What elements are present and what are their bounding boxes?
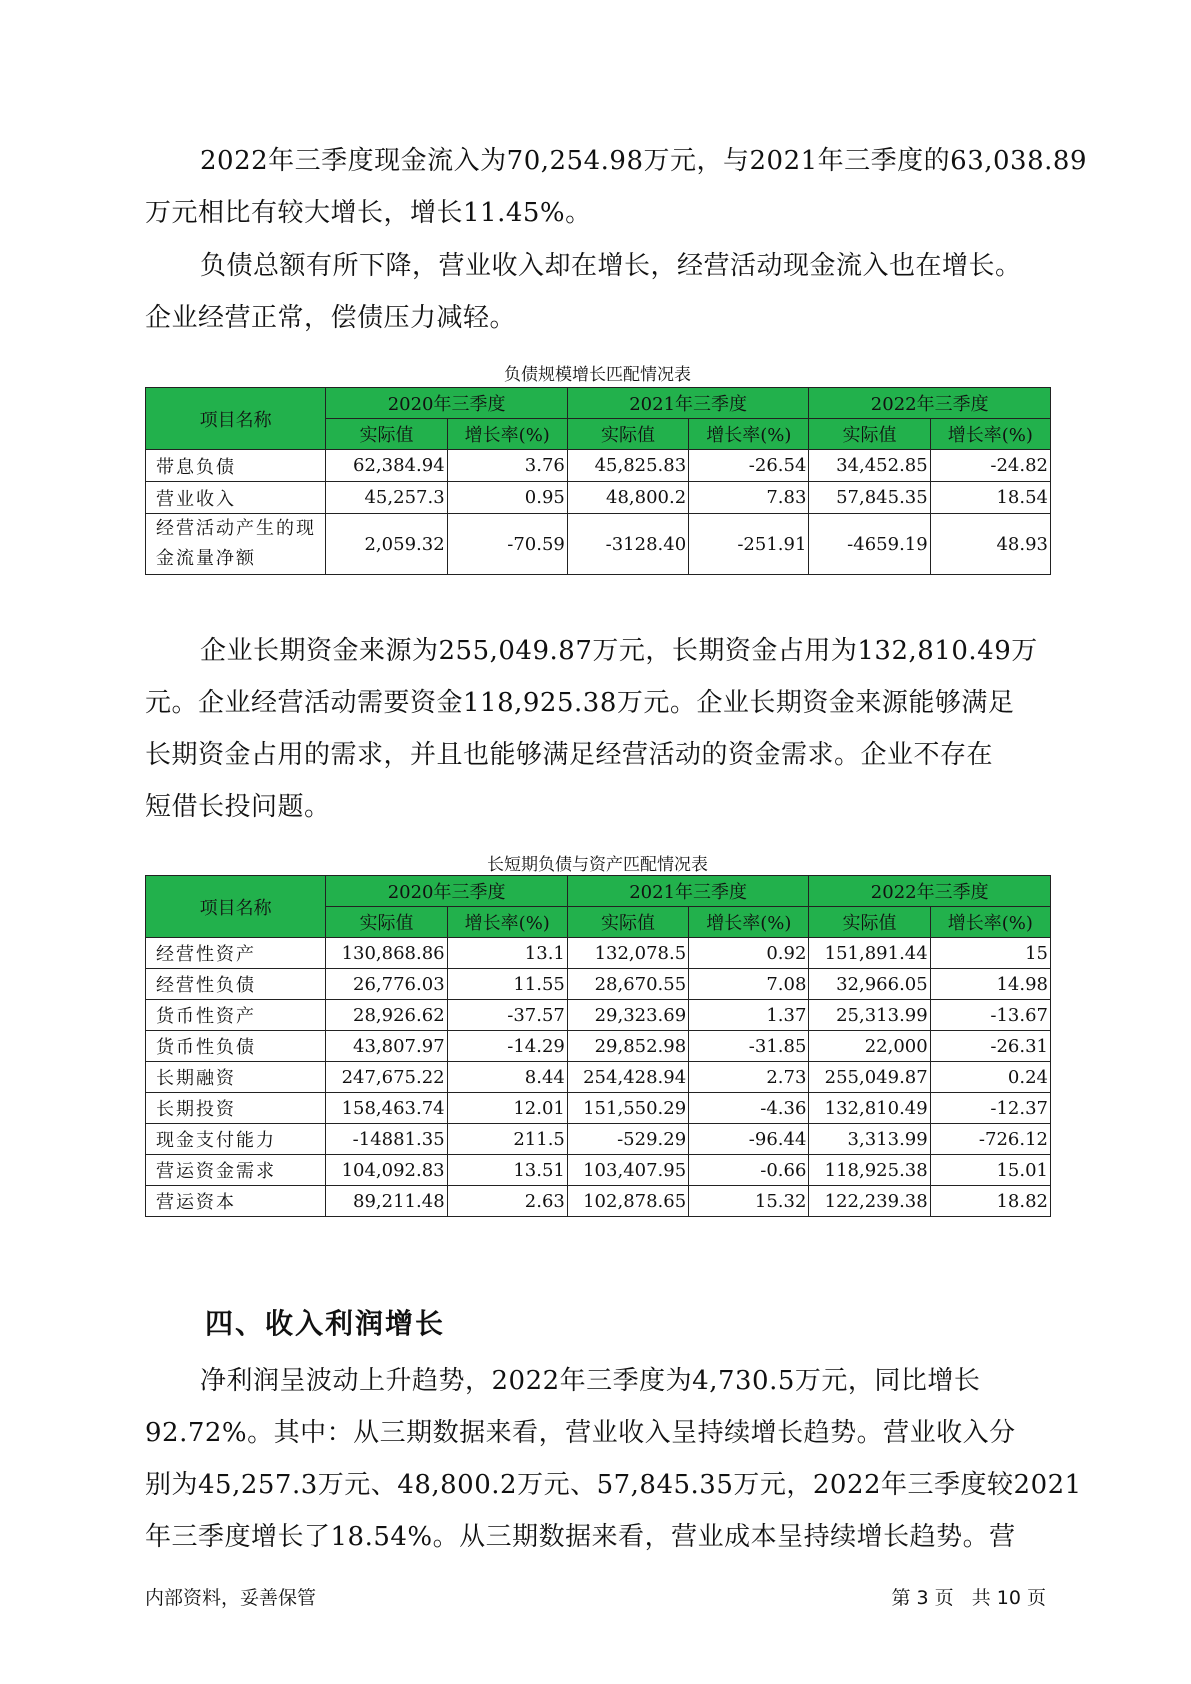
cell-value: -12.37 bbox=[930, 1093, 1050, 1124]
cell-value: 2,059.32 bbox=[326, 514, 447, 575]
row-label: 长期融资 bbox=[146, 1062, 326, 1093]
row-label: 营运资金需求 bbox=[146, 1155, 326, 1186]
debt-scale-table bbox=[145, 387, 1051, 575]
paragraph-line: 企业经营正常，偿债压力减轻。 bbox=[145, 303, 517, 333]
paragraph-debt-summary bbox=[145, 240, 1050, 344]
table-row bbox=[146, 1000, 1051, 1031]
cell-value: 89,211.48 bbox=[326, 1186, 447, 1217]
paragraph-line: 年三季度增长了18.54%。从三期数据来看，营业成本呈持续增长趋势。营 bbox=[145, 1522, 1016, 1552]
cell-value: 28,926.62 bbox=[326, 1000, 447, 1031]
cell-value: -4.36 bbox=[689, 1093, 809, 1124]
table-row bbox=[146, 1155, 1051, 1186]
header-growth: 增长率(%) bbox=[689, 419, 809, 450]
paragraph-line: 2022年三季度现金流入为70,254.98万元，与2021年三季度的63,038.89 bbox=[200, 146, 1087, 176]
header-actual: 实际值 bbox=[326, 907, 447, 938]
cell-value: 45,825.83 bbox=[567, 450, 688, 482]
header-actual: 实际值 bbox=[326, 419, 447, 450]
header-period: 2020年三季度 bbox=[326, 876, 568, 907]
header-item-name: 项目名称 bbox=[146, 876, 326, 938]
paragraph-line: 企业长期资金来源为255,049.87万元，长期资金占用为132,810.49万 bbox=[200, 636, 1038, 666]
paragraph-line: 负债总额有所下降，营业收入却在增长，经营活动现金流入也在增长。 bbox=[200, 251, 1022, 281]
cell-value: 12.01 bbox=[447, 1093, 567, 1124]
cell-value: 15.01 bbox=[930, 1155, 1050, 1186]
paragraph-income-profit bbox=[145, 1355, 1082, 1563]
cell-value: 29,852.98 bbox=[567, 1031, 688, 1062]
cell-value: 151,891.44 bbox=[809, 938, 930, 969]
cell-value: 132,810.49 bbox=[809, 1093, 930, 1124]
cell-value: 102,878.65 bbox=[567, 1186, 688, 1217]
cell-value: -37.57 bbox=[447, 1000, 567, 1031]
cell-value: 48,800.2 bbox=[567, 482, 688, 514]
cell-value: 3.76 bbox=[447, 450, 567, 482]
table1-caption: 负债规模增长匹配情况表 bbox=[504, 365, 691, 385]
cell-value: -26.54 bbox=[689, 450, 809, 482]
header-actual: 实际值 bbox=[567, 419, 688, 450]
table-row bbox=[146, 450, 1051, 482]
paragraph-line: 92.72%。其中：从三期数据来看，营业收入呈持续增长趋势。营业收入分 bbox=[145, 1418, 1016, 1448]
section-heading: 四、收入利润增长 bbox=[205, 1307, 446, 1340]
paragraph-line: 元。企业经营活动需要资金118,925.38万元。企业长期资金来源能够满足 bbox=[145, 688, 1015, 718]
cell-value: 247,675.22 bbox=[326, 1062, 447, 1093]
row-label: 营运资本 bbox=[146, 1186, 326, 1217]
cell-value: -14.29 bbox=[447, 1031, 567, 1062]
cell-value: 18.82 bbox=[930, 1186, 1050, 1217]
header-period: 2021年三季度 bbox=[567, 876, 809, 907]
paragraph-cash-inflow bbox=[145, 135, 1087, 239]
row-label: 经营性负债 bbox=[146, 969, 326, 1000]
footer-confidential: 内部资料，妥善保管 bbox=[145, 1587, 317, 1609]
row-label: 长期投资 bbox=[146, 1093, 326, 1124]
table-row bbox=[146, 482, 1051, 514]
paragraph-line: 别为45,257.3万元、48,800.2万元、57,845.35万元，2022年三季度较2021 bbox=[145, 1470, 1082, 1500]
table-row bbox=[146, 969, 1051, 1000]
cell-value: -726.12 bbox=[930, 1124, 1050, 1155]
cell-value: 11.55 bbox=[447, 969, 567, 1000]
cell-value: 62,384.94 bbox=[326, 450, 447, 482]
paragraph-line: 净利润呈波动上升趋势，2022年三季度为4,730.5万元，同比增长 bbox=[200, 1366, 981, 1396]
cell-value: 28,670.55 bbox=[567, 969, 688, 1000]
cell-value: -24.82 bbox=[930, 450, 1050, 482]
cell-value: 130,868.86 bbox=[326, 938, 447, 969]
header-period: 2022年三季度 bbox=[809, 876, 1051, 907]
cell-value: -529.29 bbox=[567, 1124, 688, 1155]
row-label: 现金支付能力 bbox=[146, 1124, 326, 1155]
cell-value: -13.67 bbox=[930, 1000, 1050, 1031]
cell-value: -3128.40 bbox=[567, 514, 688, 575]
header-growth: 增长率(%) bbox=[447, 419, 567, 450]
cell-value: -4659.19 bbox=[809, 514, 930, 575]
cell-value: 22,000 bbox=[809, 1031, 930, 1062]
header-growth: 增长率(%) bbox=[447, 907, 567, 938]
header-item-name: 项目名称 bbox=[146, 388, 326, 450]
cell-value: 57,845.35 bbox=[809, 482, 930, 514]
row-label: 带息负债 bbox=[146, 450, 326, 482]
header-growth: 增长率(%) bbox=[930, 907, 1050, 938]
cell-value: 26,776.03 bbox=[326, 969, 447, 1000]
table-row bbox=[146, 938, 1051, 969]
header-growth: 增长率(%) bbox=[689, 907, 809, 938]
cell-value: 103,407.95 bbox=[567, 1155, 688, 1186]
cell-value: 3,313.99 bbox=[809, 1124, 930, 1155]
cell-value: -251.91 bbox=[689, 514, 809, 575]
cell-value: 1.37 bbox=[689, 1000, 809, 1031]
cell-value: 8.44 bbox=[447, 1062, 567, 1093]
cell-value: 255,049.87 bbox=[809, 1062, 930, 1093]
paragraph-line: 万元相比有较大增长，增长11.45%。 bbox=[145, 198, 592, 228]
row-label: 营业收入 bbox=[146, 482, 326, 514]
cell-value: -96.44 bbox=[689, 1124, 809, 1155]
header-period: 2022年三季度 bbox=[809, 388, 1051, 419]
cell-value: 254,428.94 bbox=[567, 1062, 688, 1093]
header-actual: 实际值 bbox=[567, 907, 688, 938]
cell-value: 122,239.38 bbox=[809, 1186, 930, 1217]
cell-value: 7.83 bbox=[689, 482, 809, 514]
cell-value: 132,078.5 bbox=[567, 938, 688, 969]
asset-liability-table bbox=[145, 875, 1051, 1217]
cell-value: 2.73 bbox=[689, 1062, 809, 1093]
cell-value: -14881.35 bbox=[326, 1124, 447, 1155]
table2-caption: 长短期负债与资产匹配情况表 bbox=[487, 855, 708, 875]
cell-value: 15.32 bbox=[689, 1186, 809, 1217]
cell-value: -31.85 bbox=[689, 1031, 809, 1062]
cell-value: 0.95 bbox=[447, 482, 567, 514]
cell-value: 118,925.38 bbox=[809, 1155, 930, 1186]
cell-value: 43,807.97 bbox=[326, 1031, 447, 1062]
header-actual: 实际值 bbox=[809, 419, 930, 450]
paragraph-line: 短借长投问题。 bbox=[145, 792, 331, 822]
header-growth: 增长率(%) bbox=[930, 419, 1050, 450]
cell-value: 15 bbox=[930, 938, 1050, 969]
table-row bbox=[146, 514, 1051, 575]
table-row bbox=[146, 1031, 1051, 1062]
cell-value: 34,452.85 bbox=[809, 450, 930, 482]
footer-page-number: 第 3 页 共 10 页 bbox=[891, 1587, 1046, 1609]
cell-value: 158,463.74 bbox=[326, 1093, 447, 1124]
cell-value: 0.92 bbox=[689, 938, 809, 969]
cell-value: 29,323.69 bbox=[567, 1000, 688, 1031]
cell-value: 7.08 bbox=[689, 969, 809, 1000]
table-row bbox=[146, 1062, 1051, 1093]
cell-value: 13.51 bbox=[447, 1155, 567, 1186]
paragraph-line: 长期资金占用的需求，并且也能够满足经营活动的资金需求。企业不存在 bbox=[145, 740, 994, 770]
row-label: 货币性资产 bbox=[146, 1000, 326, 1031]
cell-value: 18.54 bbox=[930, 482, 1050, 514]
row-label: 经营性资产 bbox=[146, 938, 326, 969]
paragraph-long-term-funds bbox=[145, 625, 1050, 833]
cell-value: 104,092.83 bbox=[326, 1155, 447, 1186]
cell-value: -26.31 bbox=[930, 1031, 1050, 1062]
cell-value: 48.93 bbox=[930, 514, 1050, 575]
cell-value: -0.66 bbox=[689, 1155, 809, 1186]
cell-value: 14.98 bbox=[930, 969, 1050, 1000]
table-row bbox=[146, 1186, 1051, 1217]
cell-value: 32,966.05 bbox=[809, 969, 930, 1000]
cell-value: 151,550.29 bbox=[567, 1093, 688, 1124]
row-label: 货币性负债 bbox=[146, 1031, 326, 1062]
header-actual: 实际值 bbox=[809, 907, 930, 938]
header-period: 2020年三季度 bbox=[326, 388, 568, 419]
cell-value: 13.1 bbox=[447, 938, 567, 969]
cell-value: 211.5 bbox=[447, 1124, 567, 1155]
table-row bbox=[146, 1124, 1051, 1155]
cell-value: 45,257.3 bbox=[326, 482, 447, 514]
header-period: 2021年三季度 bbox=[567, 388, 809, 419]
table-row bbox=[146, 1093, 1051, 1124]
cell-value: 2.63 bbox=[447, 1186, 567, 1217]
row-label: 经营活动产生的现金流量净额 bbox=[146, 514, 326, 575]
cell-value: 0.24 bbox=[930, 1062, 1050, 1093]
cell-value: 25,313.99 bbox=[809, 1000, 930, 1031]
cell-value: -70.59 bbox=[447, 514, 567, 575]
